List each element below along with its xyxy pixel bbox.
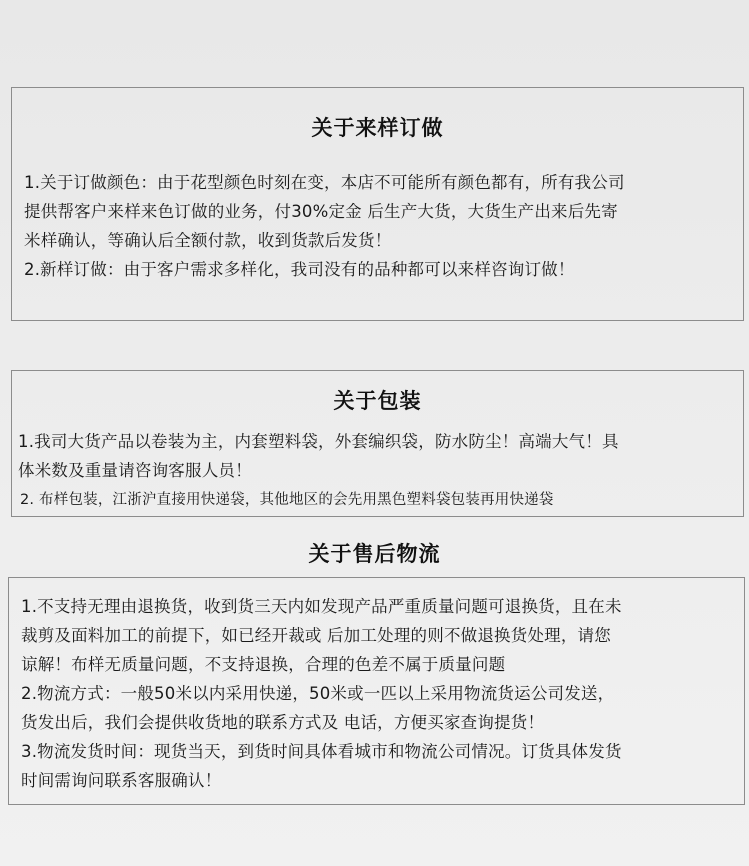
custom-order-line: 2.新样订做：由于客户需求多样化，我司没有的品种都可以来样咨询订做！ — [24, 260, 575, 279]
packaging-line: 1.我司大货产品以卷装为主，内套塑料袋，外套编织袋，防水防尘！高端大气！具 — [18, 432, 619, 451]
aftersales-line: 时间需询问联系客服确认！ — [21, 771, 222, 790]
aftersales-line: 2.物流方式：一般50米以内采用快递，50米或一匹以上采用物流货运公司发送， — [21, 684, 615, 703]
aftersales-line: 裁剪及面料加工的前提下，如已经开裁或 后加工处理的则不做退换货处理，请您 — [21, 626, 611, 645]
custom-order-title: 关于来样订做 — [311, 116, 444, 140]
aftersales-line: 3.物流发货时间：现货当天，到货时间具体看城市和物流公司情况。订货具体发货 — [21, 742, 622, 761]
packaging-note-line: 2. 布样包装，江浙沪直接用快递袋，其他地区的会先用黑色塑料袋包装再用快递袋 — [20, 492, 554, 508]
packaging-title: 关于包装 — [333, 389, 422, 413]
packaging-text — [18, 427, 740, 485]
aftersales-line: 货发出后，我们会提供收货地的联系方式及 电话，方便买家查询提货！ — [21, 713, 545, 732]
custom-order-line: 米样确认，等确认后全额付款，收到货款后发货！ — [24, 231, 392, 250]
aftersales-title: 关于售后物流 — [308, 542, 441, 566]
custom-order-line: 提供帮客户来样来色订做的业务，付30%定金 后生产大货，大货生产出来后先寄 — [24, 202, 618, 221]
aftersales-line: 1.不支持无理由退换货，收到货三天内如发现产品严重质量问题可退换货，且在未 — [21, 597, 622, 616]
custom-order-text — [24, 168, 740, 284]
aftersales-text — [21, 592, 741, 795]
aftersales-line: 谅解！布样无质量问题，不支持退换，合理的色差不属于质量问题 — [21, 655, 506, 674]
packaging-note — [20, 488, 742, 512]
custom-order-line: 1.关于订做颜色：由于花型颜色时刻在变，本店不可能所有颜色都有，所有我公司 — [24, 173, 625, 192]
packaging-line: 体米数及重量请咨询客服人员！ — [18, 461, 252, 480]
